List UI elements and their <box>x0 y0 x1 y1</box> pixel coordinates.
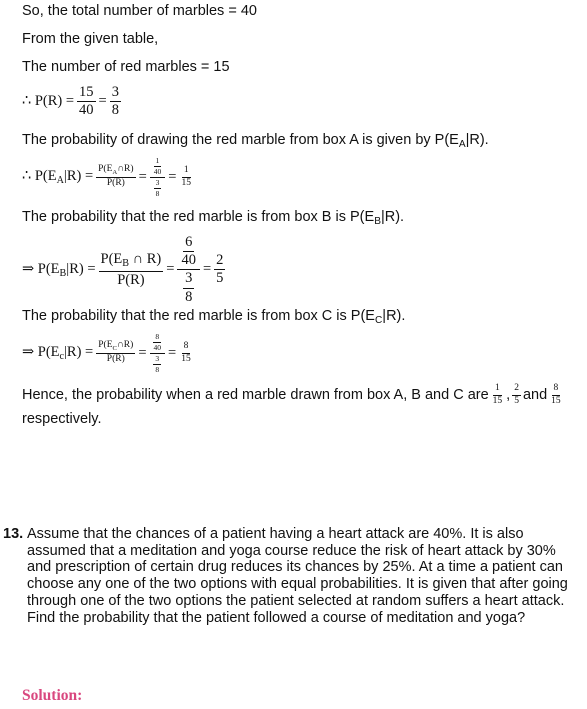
denominator: 8 <box>155 364 160 374</box>
text-box-c-probability <box>22 308 405 326</box>
equals-sign: = <box>168 344 177 361</box>
numerator: 8 <box>182 342 191 354</box>
numerator: $P(E_C\cap R)$ <box>98 340 134 353</box>
denominator <box>151 354 163 374</box>
compound-fraction <box>150 157 166 198</box>
compound-fraction <box>150 333 166 374</box>
fraction <box>179 342 193 365</box>
text-given-table: From the given table, <box>22 31 159 47</box>
equals-sign: = <box>98 93 107 110</box>
fraction <box>152 157 164 176</box>
fraction <box>96 165 135 189</box>
denominator: P(R) <box>117 271 145 288</box>
text-red-marbles: The number of red marbles = 15 <box>22 59 230 75</box>
fraction <box>110 85 121 118</box>
equals-sign: = <box>202 261 212 278</box>
and-word: and <box>522 387 548 404</box>
numerator: $P(E_B$ ∩ R) <box>99 252 164 272</box>
numerator <box>150 157 166 178</box>
eq-lhs: ⇒ $P(E_B|R)$ = <box>22 260 96 279</box>
numerator: 3 <box>110 85 121 102</box>
text-hence-conclusion <box>22 384 563 407</box>
text-part: |R). <box>380 209 405 225</box>
numerator: 1 <box>493 384 502 396</box>
fraction <box>179 166 193 189</box>
denominator: 15 <box>492 395 503 406</box>
text-total-marbles: So, the total number of marbles = 40 <box>22 3 257 19</box>
question-number: 13. <box>3 526 24 542</box>
text-part: The probability of drawing the red marble from box A is given by P(E <box>22 132 459 148</box>
numerator: $P(E_A\cap R)$ <box>98 164 134 177</box>
solution-label: Solution: <box>22 687 83 704</box>
denominator <box>152 178 164 198</box>
denominator: 15 <box>551 395 561 406</box>
eq-lhs: ∴ P(R) = <box>22 93 75 110</box>
denominator: P(R) <box>106 354 125 365</box>
fraction <box>214 253 225 286</box>
compound-fraction <box>177 235 200 305</box>
equation-p-ec-r <box>22 333 193 374</box>
subscript: C <box>374 315 383 326</box>
denominator: 5 <box>514 395 519 406</box>
denominator: 8 <box>155 188 160 198</box>
subscript: B <box>374 216 381 227</box>
fraction <box>549 384 563 407</box>
fraction <box>152 333 164 352</box>
fraction <box>96 341 135 365</box>
text-box-a-probability <box>22 132 489 150</box>
text-box-b-probability <box>22 209 404 227</box>
equation-p-r <box>22 85 121 118</box>
text-part: Hence, the probability when a red marble drawn from box A, B and C are <box>22 387 489 404</box>
fraction <box>99 252 164 288</box>
text-respectively: respectively. <box>22 411 102 427</box>
fraction <box>77 85 96 118</box>
numerator: 3 <box>155 353 160 363</box>
denominator <box>181 270 196 304</box>
denominator: 8 <box>185 288 193 305</box>
subscript: A <box>458 139 466 150</box>
equals-sign: = <box>138 168 147 185</box>
equation-p-ea-r <box>22 157 193 198</box>
numerator: 15 <box>77 85 96 102</box>
text-part: |R). <box>382 308 406 324</box>
numerator: 8 <box>155 332 160 341</box>
equals-sign: = <box>166 261 175 278</box>
denominator: 8 <box>111 102 119 119</box>
numerator: 3 <box>183 271 194 288</box>
equation-p-eb-r <box>22 235 225 305</box>
numerator <box>177 235 200 270</box>
question-text: Assume that the chances of a patient having a heart attack are 40%. It is also assumed that a meditation and yoga course reduce the risk of heart attack by 30% and prescription of certain drug reduces its chances by 25%. At a time a patient can choose any one of the two options with equal probabilities. It is given that after going through one of the two options the patient selected at random suffers a heart attack. Find the probability that the patient followed a course of meditation and yoga? <box>27 526 568 626</box>
denominator: 40 <box>79 102 94 119</box>
denominator: 40 <box>153 166 162 176</box>
eq-lhs: ∴ $P(E_A|R)$ = <box>22 168 94 187</box>
denominator: 40 <box>181 252 196 269</box>
fraction <box>491 384 505 407</box>
denominator: 15 <box>181 353 191 364</box>
fraction <box>183 271 194 304</box>
comma: , <box>506 387 511 404</box>
fraction <box>512 384 521 407</box>
fraction <box>179 235 198 268</box>
fraction <box>154 179 162 198</box>
numerator <box>150 333 166 354</box>
numerator: 8 <box>552 384 561 396</box>
fraction <box>153 355 161 374</box>
numerator: 1 <box>155 156 160 165</box>
numerator: 2 <box>512 384 521 396</box>
numerator: 6 <box>183 235 194 252</box>
denominator: P(R) <box>106 178 125 189</box>
numerator: 1 <box>182 166 191 178</box>
numerator: 3 <box>155 177 160 187</box>
eq-lhs: ⇒ $P(E_c|R)$ = <box>22 344 94 363</box>
denominator: 40 <box>153 342 161 352</box>
numerator: 2 <box>214 253 225 270</box>
text-part: The probability that the red marble is from box C is P(E <box>22 308 375 324</box>
equals-sign: = <box>168 168 177 185</box>
denominator: 5 <box>216 270 224 287</box>
equals-sign: = <box>138 344 147 361</box>
text-part: |R). <box>465 132 489 148</box>
denominator: 15 <box>181 177 191 188</box>
text-part: The probability that the red marble is from box B is P(E <box>22 209 375 225</box>
